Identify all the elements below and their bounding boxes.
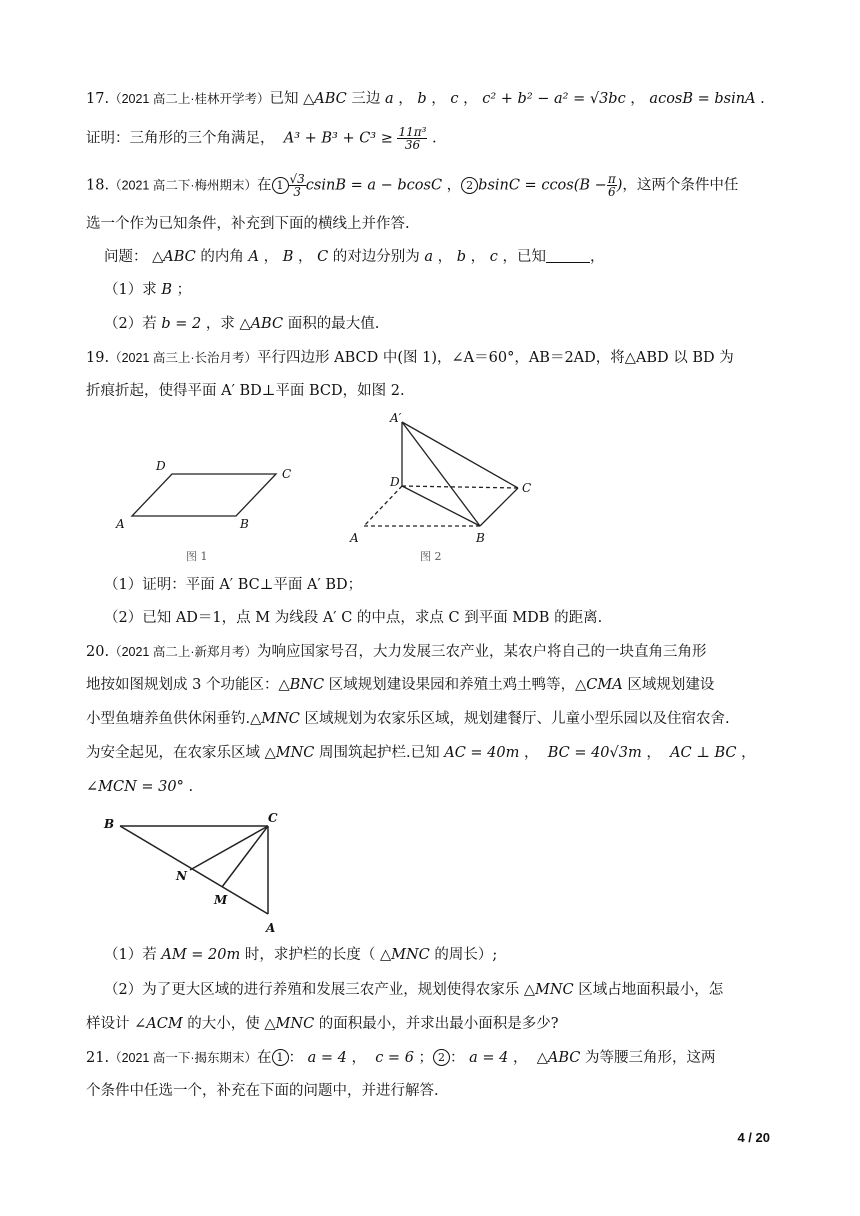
text: 区域规划建设果园和养殖土鸡土鸭等， [324,677,576,693]
text: ； [172,282,192,298]
problem-source: （2021 高一下·揭东期末） [109,1051,258,1065]
p18-q1 [104,279,790,301]
text: 三边 [346,91,385,107]
p19-line2: 折痕折起，使得平面 A′ BD⊥平面 BCD，如图 2. [86,383,405,399]
fraction [397,126,427,151]
fraction-numerator: π [607,172,616,186]
text: （1）求 [104,282,162,298]
label-C: C [268,811,278,825]
math: b [417,91,427,107]
math: △CMA [575,677,623,693]
text: 的面积最小，并求出最小面积是多少? [314,1016,559,1032]
text: 面积的最大值. [283,316,380,332]
math: △ABC [152,249,196,265]
label-A: A [266,921,276,935]
text: ，这两个条件中任 [622,177,739,194]
fig2-solid [364,422,518,526]
math: c [489,249,498,265]
problem-source: （2021 高二上·桂林开学考） [109,92,270,106]
math: ) [616,177,623,194]
problem-source: （2021 高三上·长治月考） [109,351,258,365]
p19-q2: （2）已知 AD＝1，点 M 为线段 A′ C 的中点，求点 C 到平面 MDB 的距离. [104,610,603,626]
segment-CM [222,826,268,887]
text: 为等腰三角形，这两 [580,1050,716,1066]
math: AC = 40m [444,745,520,761]
math: bsinC = ccos(B − [478,177,607,194]
circled-number: 1 [272,1049,289,1066]
fraction-numerator: 11π³ [398,125,427,139]
text: ： [450,1050,465,1066]
problem-number: 17. [86,91,110,107]
p20-figure [100,808,300,938]
math: a [424,249,434,265]
p20-line5: ∠MCN = 30° . [86,779,194,795]
math: acosB = bsinA [649,91,756,107]
math: △MNC [379,947,430,963]
segment-CN [190,826,268,870]
math: C [317,249,329,265]
math: a = 4 [469,1050,509,1066]
text: 的大小，使 [182,1016,265,1032]
p20-q2 [104,979,790,1001]
p18-line3: 问题： △ABC 的内角 A ， B ， C 的对边分别为 a ， b ， c ，已知 ， [104,249,605,265]
p18-q2 [104,313,790,335]
fig1-label-D: D [156,459,166,473]
math: △MNC [250,711,300,727]
p17-line1: 17.（2021 高二上·桂林开学考）已知 △ABC 三边 a ， b ， c ， c² + b² − a² = √3bc ， acosB = bsinA . [86,91,765,107]
problem-source: （2021 高二下·梅州期末） [109,178,258,193]
text: 在 [257,177,272,194]
p18-line1: 18.（2021 高二下·梅州期末）在 1 $\frac{√3}{3}$ csinB = a − bcosC ， 2 bsinC = ccos(B − $\frac{\pi}{6}$ )，这两个条件中任 [86,172,739,199]
p20-line2 [86,674,790,696]
page-number: 4 / 20 [737,1130,770,1145]
p19-figures [100,410,560,570]
text: 为响应国家号召，大力发展三农产业，某农户将自己的一块直角三角形 [257,644,707,660]
p21-line1: 21.（2021 高一下·揭东期末）在 1 ： a = 4 ， c = 6 ； 2 ： a = 4 ， △ABC 为等腰三角形，这两 [86,1050,716,1066]
circled-number: 2 [461,177,478,194]
math: A [248,249,259,265]
problem-number: 18. [86,177,110,194]
math: ∠MCN = 30° [86,779,184,795]
fig1-parallelogram [132,474,276,516]
fig1-label-B: B [240,517,249,531]
text: 周围筑起护栏.已知 [314,745,445,761]
p20-q2-line2 [86,1013,790,1035]
math: AM = 20m [161,947,241,963]
math: B [282,249,294,265]
math: csinB = a − bcosC [305,177,443,194]
math: B [161,282,172,298]
problem-source: （2021 高二上·新郑月考） [109,645,258,659]
label-B: B [104,817,115,831]
text: （1）若 [104,947,162,963]
fig2-label-C: C [522,481,532,495]
text: 地按如图规划成 3 个功能区： [86,677,279,693]
math: ∠ACM [134,1016,183,1032]
text: 在 [257,1050,272,1066]
text: 区域规划建设 [622,677,715,693]
math: △MNC [264,745,315,761]
circled-number: 1 [272,177,289,194]
fig1-label-A: A [116,517,125,531]
fraction-denominator: 6 [607,185,616,199]
math: BC = 40√3m [547,745,642,761]
text: 时，求护栏的长度（ [240,947,376,963]
math: △ABC [303,91,347,107]
math: a [385,91,394,107]
math: c² + b² − a² = √3bc [482,91,626,107]
math: c = 6 [375,1050,414,1066]
math: b [456,249,467,265]
math: △ABC [536,1050,581,1066]
fig2-label-A1: A′ [390,411,402,425]
text: 的内角 [195,249,249,265]
problem-number: 21. [86,1050,110,1066]
p19-q1: （1）证明：平面 A′ BC⊥平面 A′ BD； [104,577,363,593]
text: 区域占地面积最小，怎 [573,982,724,998]
text: 已知 [269,91,304,107]
p20-line4: 为安全起见，在农家乐区域 △MNC 周围筑起护栏.已知 AC = 40m ， BC = 40√3m ， AC ⊥ BC ， [86,745,756,761]
circled-number: 2 [433,1049,450,1066]
problem-number: 20. [86,644,110,660]
p18-line2: 选一个作为已知条件，补充到下面的横线上并作答. [86,216,410,232]
math: b = 2 [161,316,202,332]
fig2-label-D: D [390,475,400,489]
fraction-numerator: √3 [289,172,305,186]
fraction [607,173,617,198]
p17-line2: 证明：三角形的三个角满足， A³ + B³ + C³ ≥ $\frac{\text{11π³}}{36}$ . [86,125,437,152]
p21-line2: 个条件中任选一个，补充在下面的问题中，并进行解答. [86,1083,439,1099]
math: △BNC [278,677,325,693]
label-M: M [214,893,228,907]
text: ，已知 [502,249,547,265]
text: ： [288,1050,304,1066]
problem-number: 19. [86,350,110,366]
p20-line1 [86,641,790,663]
p20-line3 [86,708,790,730]
text: ，求 [201,316,240,332]
math: A³ + B³ + C³ ≥ [283,130,393,147]
text: 小型鱼塘养鱼供休闲垂钓. [86,711,251,727]
fig2-caption: 图 2 [420,550,442,563]
text: 样设计 [86,1016,135,1032]
fig2-label-B: B [476,531,485,545]
text: （2）为了更大区域的进行养殖和发展三农产业，规划使得农家乐 [104,982,524,998]
answer-blank [546,248,590,263]
math: AC ⊥ BC [670,745,737,761]
text: 的周长）; [429,947,498,963]
text: （2）若 [104,316,162,332]
label-N: N [176,869,187,883]
text: 平行四边形 ABCD 中(图 1)，∠A＝60°，AB＝2AD，将△ABD 以 BD 为 [257,350,734,366]
text: 证明：三角形的三个角满足， [86,130,275,147]
fraction [289,173,306,198]
math: △MNC [264,1016,315,1032]
fig2-label-A: A [350,531,359,545]
math: c [450,91,459,107]
text: 的对边分别为 [328,249,425,265]
math: a = 4 [307,1050,347,1066]
fraction-denominator: 36 [404,138,421,152]
fig1-caption: 图 1 [186,550,208,563]
p20-q1 [104,944,790,966]
text: 区域规划为农家乐区域，规划建餐厅、儿童小型乐园以及住宿农舍. [299,711,730,727]
fig1-label-C: C [282,467,292,481]
math: △MNC [523,982,574,998]
text: 为安全起见，在农家乐区域 [86,745,265,761]
text: 问题： [104,249,148,265]
p19-line1 [86,347,790,369]
fraction-denominator: 3 [293,185,301,199]
math: △ABC [239,316,284,332]
